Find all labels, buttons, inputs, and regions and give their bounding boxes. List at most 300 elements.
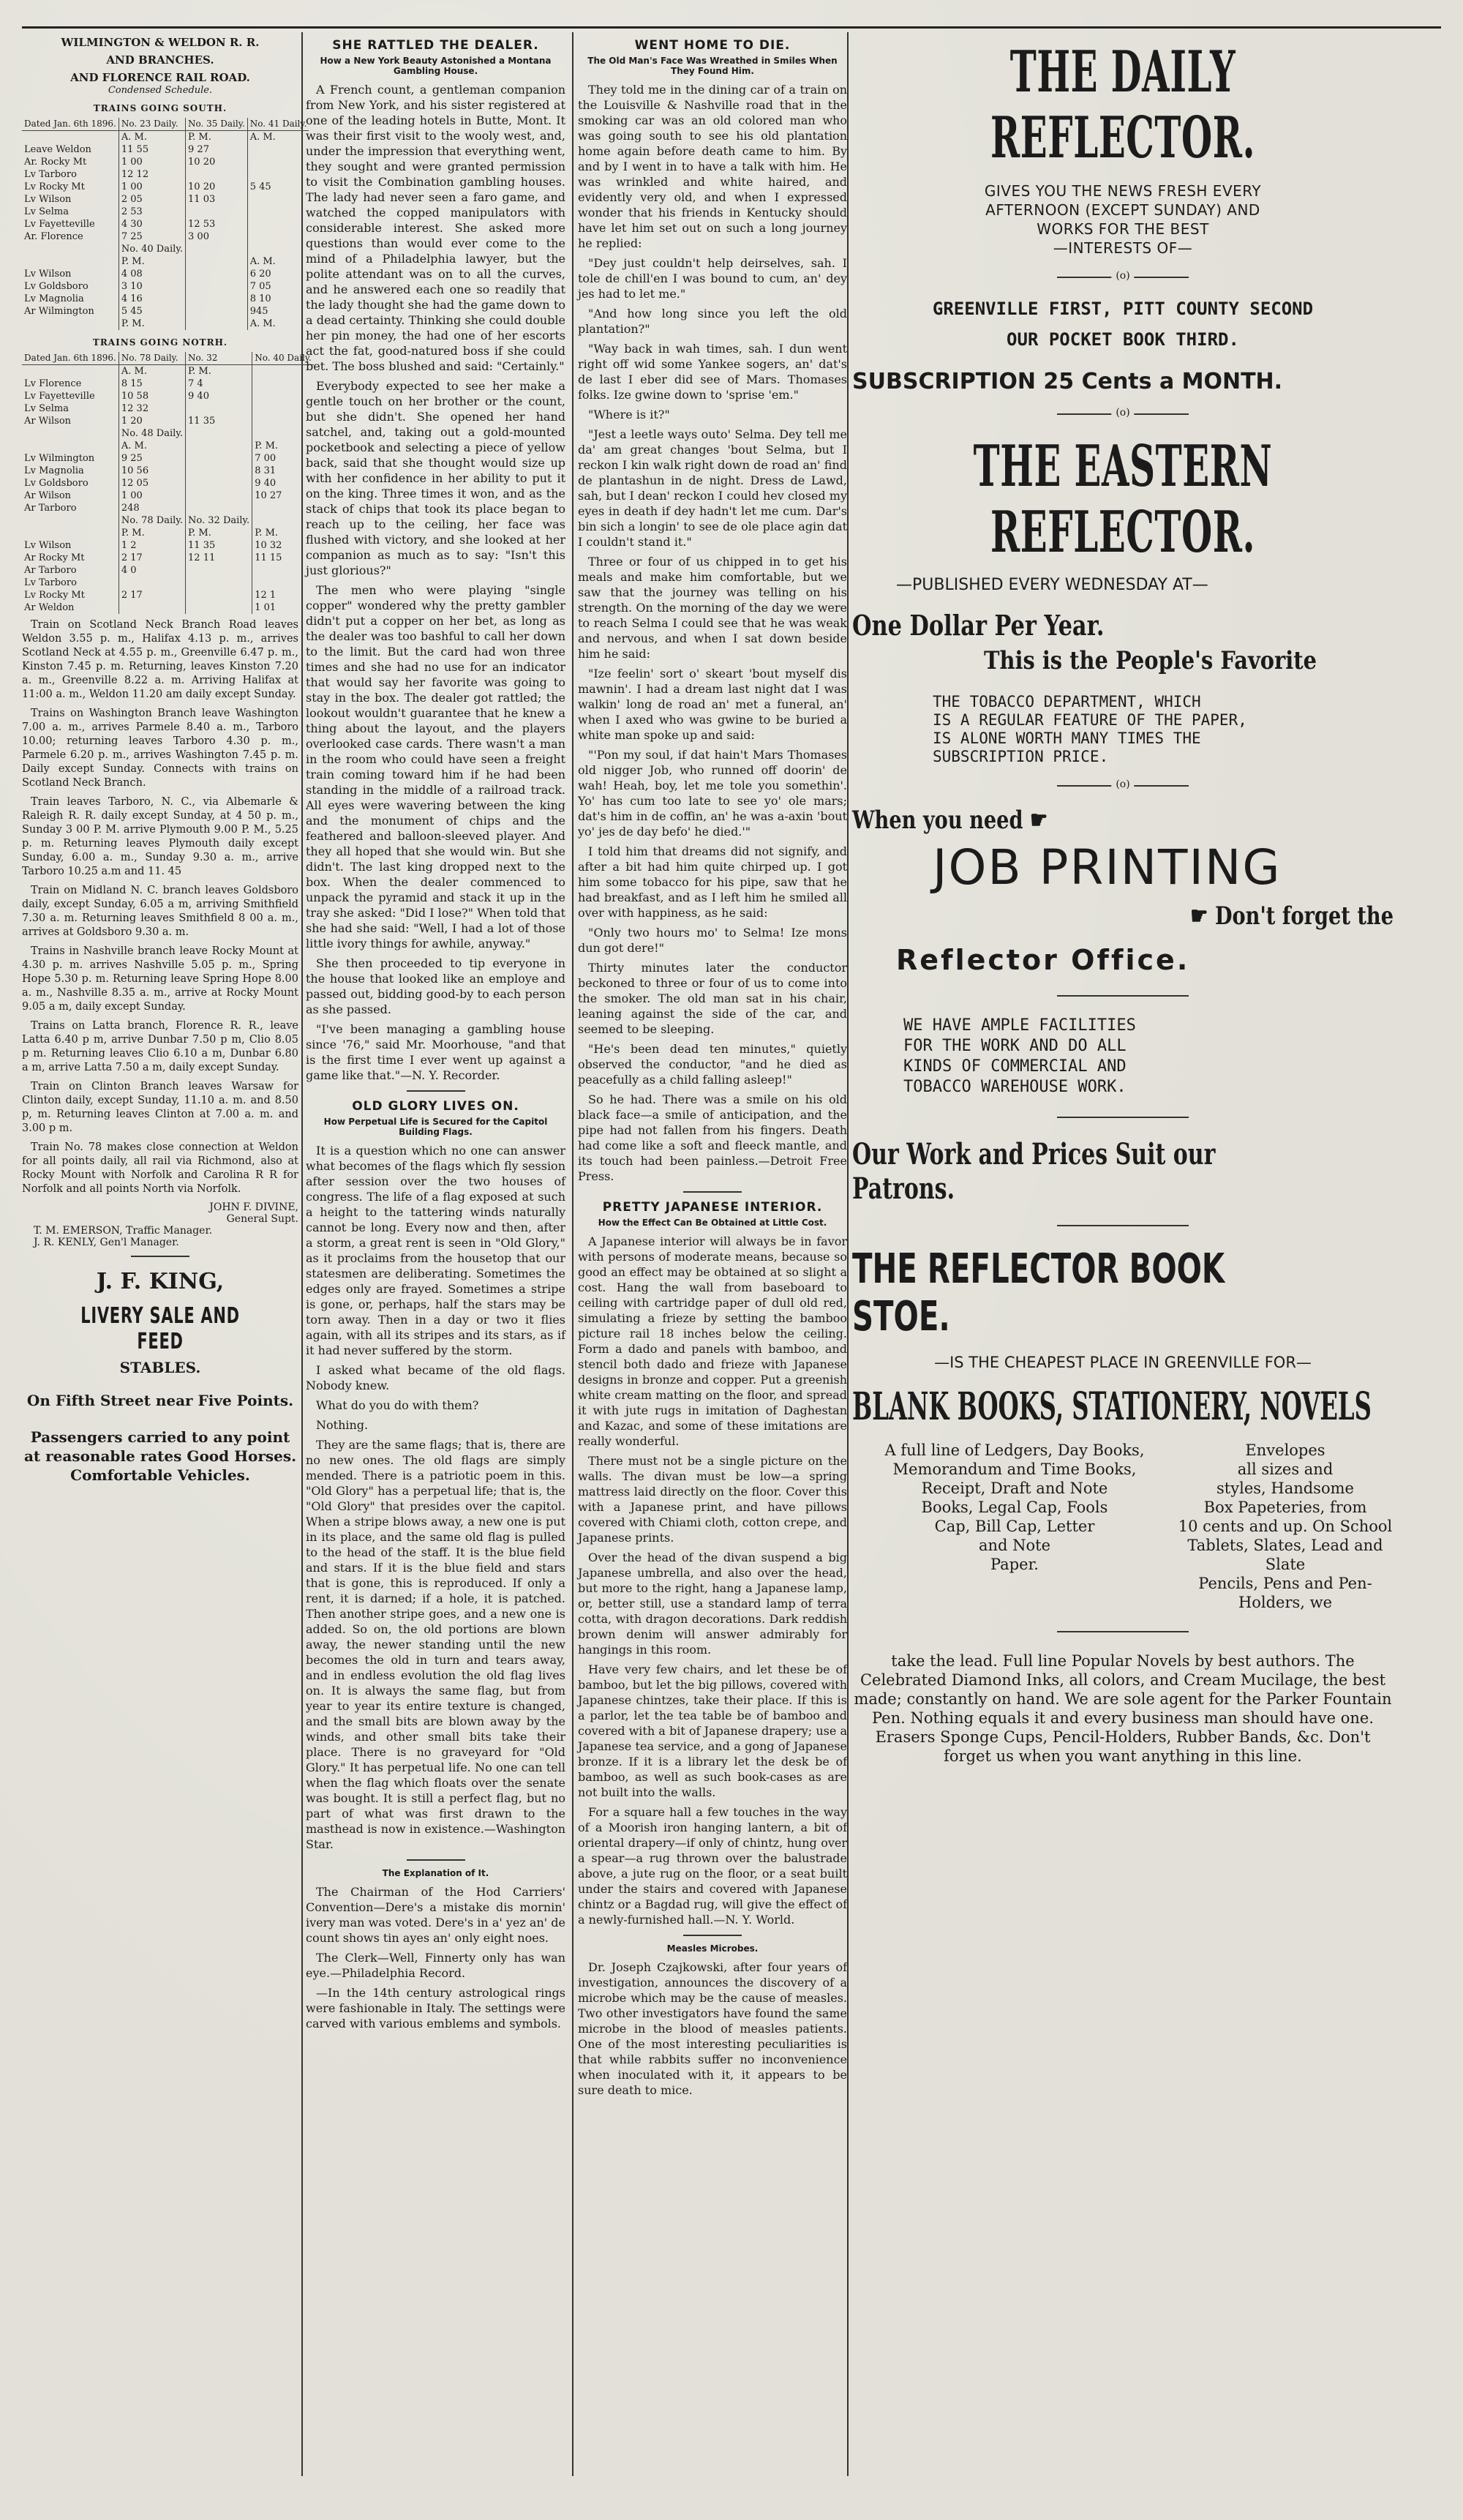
peoples-favorite: This is the People's Favorite (984, 646, 1317, 675)
article-paragraph: "Only two hours mo' to Selma! Ize mons dun got dere!" (578, 926, 847, 955)
timetable-cell: 1 20 (119, 415, 185, 427)
timetable-cell: 9 40 (255, 478, 277, 489)
timetable-cell (252, 378, 314, 390)
article-paragraph: They are the same flags; that is, there are no new ones. The old flags are simply mended. There is a patriotic poem in this. "Old Glory" has a perpetual life; that is, the "Old Glory" that presides over the capitol. When a stripe blows away, a new one is put in its place, and the same old flag is pulled to the head of the staff. It is the blue field and stars. If it is the blue field and stars that is gone, this is reproduced. If only a rent, it is darned; if a hole, it is patched. Then another stripe goes, and a new one is added. So on, the old portions are blown away, the newer standing until the new becomes the old in turn and tears away, and in endless evolution the old flag lives on. It is always the same flag, but from year to year its entire texture is changed, and the small bits are blown away by the winds, and other small bits take their place. There is no graveyard for "Old Glory." It has perpetual life. No one can tell when the flag which floats over the senate was bought. It is still a perfect flag, but no part of what was first drawn to the masthead is now in existence.—Washington Star. (306, 1438, 565, 1851)
timetable-cell (252, 390, 314, 402)
timetable-cell: P. M. (186, 131, 248, 144)
timetable-cell (186, 243, 248, 255)
timetable-cell: 1 00 (119, 490, 185, 502)
article-paragraph: Thirty minutes later the conductor beckoned to three or four of us to come into the smoker. The old man sat in his chair, leaning against the side of the car, and seemed to be sleeping. (578, 961, 847, 1036)
measles-article: Dr. Joseph Czajkowski, after four years of investigation, announces the discovery of a microbe which may be the cause of measles. Two other investigators have found the same microbe in the blood of measles patients. One of the most interesting peculiarities is that while rabbits suffer no inconvenience when inoculated with it, it appears to be sure death to mice. (578, 1960, 847, 2097)
timetable-cell: 12 1 (255, 590, 277, 601)
article-paragraph: There must not be a single picture on the walls. The divan must be low—a spring mattress laid directly on the floor. Cover this with a Japanese print, and have pillows covered with Chiami cloth, cotton crepe, and Japanese prints. (578, 1454, 847, 1545)
measles-heading: Measles Microbes. (666, 1943, 759, 1954)
timetable-header-cell: No. 32 (186, 352, 252, 365)
timetable-header-cell: No. 23 Daily. (119, 118, 185, 131)
article-paragraph: She then proceeded to tip everyone in the house that looked like an employe and passed out, bidding good-by to each person as she passed. (306, 956, 565, 1016)
masthead-eastern: THE EASTERN REFLECTOR. (973, 433, 1273, 566)
timetable-cell: 2 53 (119, 206, 185, 218)
ad-line: WE HAVE AMPLE FACILITIES (903, 1016, 1136, 1035)
timetable-cell: P. M. (255, 528, 279, 539)
railroad-paragraph: Train on Midland N. C. branch leaves Goldsboro daily, except Sunday, 6.05 a m, arriving Smithfield 7.30 a. m. Returning leaves Smithfield 8 00 a. m., arrives at Goldsboro 9.30 a. m. (22, 885, 298, 938)
timetable-cell: 11 55 (119, 143, 185, 156)
railroad-paragraph: Train No. 78 makes close connection at Weldon for all points daily, all rail via Richmond, also at Rocky Mount with Norfolk and Carolina R R for Norfolk and all points North via Norfolk. (22, 1141, 298, 1195)
timetable-cell (186, 452, 252, 465)
timetable-cell (252, 564, 314, 577)
pointing-hand-icon: ☛ (1029, 806, 1048, 835)
ad-line: —INTERESTS OF— (1053, 239, 1193, 257)
article-paragraph: So he had. There was a smile on his old black face—a smile of anticipation, and the pipe had not fallen from his fingers. Death had come like a soft and fleeck mantle, and its touch had been painless.—Detroit Free Press. (578, 1092, 847, 1183)
timetable-cell: 1 01 (255, 602, 277, 613)
timetable-row (22, 539, 314, 552)
timetable-cell: 11 35 (186, 539, 252, 552)
ornament-divider (1057, 1225, 1189, 1226)
timetable-row (22, 390, 314, 402)
timetable-header-cell: No. 40 Daily. (252, 352, 314, 365)
timetable-cell: Lv Wilson (22, 268, 119, 280)
timetable-row (22, 477, 314, 490)
timetable-cell: 8 10 (249, 293, 271, 304)
published-weekly: —PUBLISHED EVERY WEDNESDAY AT— (896, 576, 1208, 594)
timetable-cell (186, 402, 252, 415)
timetable-cell: Lv Rocky Mt (22, 181, 119, 193)
railroad-paragraph: Trains on Latta branch, Florence R. R., leave Latta 6.40 p m, arrive Dunbar 7.50 p m, Clio 8.05 p m. Returning leaves Clio 6.10 a m, Dunbar 6.80 a m, arrive Latta 7.50 a m, daily except Sunday. (22, 1020, 298, 1073)
article-paragraph: "And how long since you left the old plantation?" (578, 307, 847, 336)
timetable-cell (247, 193, 309, 206)
greenville-line-1: GREENVILLE FIRST, PITT COUNTY SECOND (932, 299, 1314, 319)
ad-line: KINDS OF COMMERCIAL AND (903, 1057, 1127, 1076)
timetable-cell: Lv Tarboro (22, 577, 119, 589)
king-livery: LIVERY SALE AND FEED (80, 1303, 240, 1354)
timetable-cell (186, 206, 248, 218)
timetable-cell (186, 427, 252, 440)
timetable-cell (186, 268, 248, 280)
timetable-header-cell: No. 35 Daily. (186, 118, 248, 131)
timetable-cell: 5 45 (119, 305, 185, 318)
die-subheading: The Old Man's Face Was Wreathed in Smiles When They Found Him. (587, 56, 838, 76)
cheapest-place: —IS THE CHEAPEST PLACE IN GREENVILLE FOR— (934, 1354, 1312, 1371)
timetable-cell: Lv Goldsboro (22, 280, 119, 293)
timetable-cell: 12 11 (186, 552, 252, 564)
ad-line: GIVES YOU THE NEWS FRESH EVERY (984, 182, 1262, 200)
book-store-heading: THE REFLECTOR BOOK STOE. (852, 1245, 1225, 1340)
glory-subheading: How Perpetual Life is Secured for the Capitol Building Flags. (323, 1117, 548, 1137)
north-timetable (22, 352, 314, 614)
article-paragraph: Have very few chairs, and let these be of bamboo, but let the big pillows, covered with Japanese chintzes, take their place. If this is a parlor, let the tea table be of bamboo and covered with a bit of Japanese drapery; use a Japanese tea service, and a gong of Japanese bronze. If it is a library let the desk be of bamboo, as well as such book-cases as are not built into the walls. (578, 1662, 847, 1799)
article-paragraph: A Japanese interior will always be in favor with persons of moderate means, because so good an effect may be obtained at so slight a cost. Hang the wall from baseboard to ceiling with cartridge paper of dull old red, simulating a frieze by setting the bamboo picture rail 18 inches below the ceiling. Form a dado and panels with bamboo, and stencil both dado and frieze with Japanese designs in bronze and copper. Put a greenish white cream matting on the floor, and spread it with jute rugs in imitation of Daghestan and Kazac, and some of these imitations are really wonderful. (578, 1234, 847, 1448)
timetable-row (22, 280, 309, 293)
timetable-row (22, 601, 314, 614)
column-railroad (22, 32, 312, 2476)
timetable-row (22, 465, 314, 477)
top-rule (22, 26, 1441, 29)
timetable-cell: Leave Weldon (22, 143, 119, 156)
column-rule (847, 32, 849, 2476)
ornament-divider (1057, 1117, 1189, 1118)
article-paragraph: Three or four of us chipped in to get his meals and make him comfortable, but we saw that the journey was telling on his strength. On the morning of the day we were to reach Selma I could see that he was weak and nervous, and when I sat down beside him he said: (578, 555, 847, 661)
article-paragraph: Over the head of the divan suspend a big Japanese umbrella, and also over the head, but more to the right, hang a Japanese lamp, or, better still, use a standard lamp of terra cotta, with dragon decorations. Dark reddish brown denim will answer admirably for hangings in this room. (578, 1550, 847, 1657)
timetable-cell: No. 32 Daily. (186, 514, 252, 527)
timetable-cell: 12 12 (119, 168, 185, 181)
timetable-cell (252, 427, 314, 440)
timetable-header-cell: No. 78 Daily. (119, 352, 185, 365)
die-heading: WENT HOME TO DIE. (634, 38, 791, 53)
railroad-title-2: AND BRANCHES. (106, 53, 214, 67)
timetable-cell (252, 402, 314, 415)
timetable-cell: A. M. (119, 131, 185, 144)
timetable-cell: Ar Weldon (22, 601, 119, 614)
stationery-line: Pencils, Pens and Pen-Holders, we (1198, 1575, 1372, 1611)
job-printing: JOB PRINTING (933, 839, 1282, 896)
reflector-office: Reflector Office. (896, 944, 1190, 976)
article-paragraph: —In the 14th century astrological rings were fashionable in Italy. The settings were carved with various emblems and symbols. (306, 1986, 565, 2030)
timetable-cell: Ar Tarboro (22, 502, 119, 514)
king-location: On Fifth Street near Five Points. (26, 1392, 294, 1409)
timetable-row (22, 427, 314, 440)
timetable-cell: Ar Rocky Mt (22, 552, 119, 564)
timetable-cell (22, 440, 119, 452)
timetable-cell: 12 53 (186, 218, 248, 230)
timetable-row (22, 514, 314, 527)
timetable-row (22, 577, 314, 589)
timetable-cell (252, 415, 314, 427)
timetable-cell (186, 589, 252, 601)
timetable-cell (22, 427, 119, 440)
stationery-line: Memorandum and Time Books, (892, 1460, 1137, 1478)
timetable-row (22, 230, 309, 243)
ornament-divider: (o) (1057, 785, 1189, 787)
blank-books: BLANK BOOKS, STATIONERY, NOVELS (852, 1384, 1372, 1429)
timetable-row (22, 502, 314, 514)
timetable-cell: 7 4 (186, 378, 252, 390)
timetable-cell: Ar Tarboro (22, 564, 119, 577)
timetable-cell (186, 490, 252, 502)
stationery-line: Books, Legal Cap, Fools (921, 1499, 1108, 1516)
timetable-cell: 10 27 (255, 490, 282, 501)
timetable-cell: P. M. (255, 440, 279, 451)
column-stories-a (306, 32, 565, 2476)
timetable-cell: P. M. (119, 255, 185, 268)
ad-line: SUBSCRIPTION PRICE. (933, 748, 1109, 765)
glory-article (306, 1143, 565, 1852)
japan-article (578, 1234, 847, 1927)
ornament-divider (1057, 1631, 1189, 1632)
timetable-cell: Lv Fayetteville (22, 218, 119, 230)
timetable-cell: No. 40 Daily. (119, 243, 185, 255)
timetable-row (22, 156, 309, 168)
timetable-cell: No. 48 Daily. (119, 427, 185, 440)
stationery-line: all sizes and (1237, 1460, 1334, 1478)
die-article (578, 82, 847, 1184)
timetable-cell: 1 00 (119, 181, 185, 193)
timetable-header-cell: Dated Jan. 6th 1896. (22, 118, 119, 131)
stationery-line: Cap, Bill Cap, Letter (934, 1518, 1095, 1535)
article-paragraph: "Way back in wah times, sah. I dun went right off wid some Yankee sogers, an' dat's de last I eber did see of Mars. Thomases folks. Ize gwine down to 'sprise 'em." (578, 342, 847, 402)
timetable-cell: 9 27 (186, 143, 248, 156)
timetable-cell (22, 131, 119, 144)
article-paragraph: The men who were playing "single copper" wondered why the pretty gambler didn't put a copper on her bet, as long as the dealer was too bashful to call her down to the limit. But the card had won three times and she had no use for an indicator that would say her favorite was going to stay in the box. The dealer got rattled; the lookout wouldn't guarantee that he knew a thing about the layout, and the players overlooked case cards. There wasn't a man in the room who could have seen a freight train coming toward him if he had been standing in the middle of a railroad track. All eyes were wavering between the king and the monument of chips and the feathered and balloon-sleeved player. And they all hoped that she would win. But she didn't. The last king dropped next to the box. When the dealer commenced to unpack the pyramid and stack it up in the tray she asked: "Did I lose?" When told that she had she said: "Well, I had a lot of those little ivory things for awhile, anyway." (306, 583, 565, 950)
timetable-row (22, 365, 314, 378)
stationery-line: styles, Handsome (1216, 1480, 1354, 1497)
column-rule (572, 32, 573, 2476)
timetable-cell: Lv Selma (22, 402, 119, 415)
timetable-cell: P. M. (119, 527, 185, 539)
ad-line: FOR THE WORK AND DO ALL (903, 1037, 1127, 1055)
our-work: Our Work and Prices Suit our Patrons. (852, 1137, 1216, 1206)
timetable-cell: Lv Goldsboro (22, 477, 119, 490)
article-paragraph: Everybody expected to see her make a gentle touch on her brother or the count, but she didn't. She opened her hand satchel, and, taking out a gold-mounted pocketbook and selecting a piece of yellow back, said that she thought would size up with her confidence in her ability to put it on the king. Three times it won, and as the stack of chips that took its place began to reach up to the ceiling, her face was flushed with victory, and she looked at her companion as much as to say: "Isn't this just glorious?" (306, 379, 565, 577)
timetable-cell: 4 0 (119, 564, 185, 577)
railroad-title: WILMINGTON & WELDON R. R. (61, 36, 260, 49)
timetable-header-cell: Dated Jan. 6th 1896. (22, 352, 119, 365)
ad-line: WORKS FOR THE BEST (1037, 220, 1209, 238)
timetable-cell: 3 00 (186, 230, 248, 243)
ad-line: AFTERNOON (EXCEPT SUNDAY) AND (985, 201, 1260, 219)
timetable-cell: Lv Florence (22, 378, 119, 390)
glory-heading: OLD GLORY LIVES ON. (352, 1099, 519, 1114)
timetable-row (22, 552, 314, 564)
timetable-cell (247, 230, 309, 243)
railroad-paragraph: Trains in Nashville branch leave Rocky Mount at 4.30 p. m. arrives Nashville 5.05 p. m., Spring Hope 5.30 p. m. Returning leave Spring Hope 8.00 a. m., Nashville 8.35 a. m., arrive at Rocky Mount 9.05 a m, daily except Sunday. (22, 945, 298, 1013)
separator (407, 1859, 465, 1861)
dealer-heading: SHE RATTLED THE DEALER. (332, 38, 539, 53)
timetable-cell (252, 365, 314, 378)
separator (683, 1191, 742, 1193)
column-stories-b (578, 32, 847, 2476)
timetable-cell (186, 465, 252, 477)
stationery-line: Paper. (990, 1556, 1039, 1573)
separator (683, 1935, 742, 1936)
separator (131, 1256, 189, 1257)
article-paragraph: It is a question which no one can answer what becomes of the flags which fly session after session over the two houses of congress. The life of a flag exposed at such a height to the tattering winds naturally cannot be long. Every now and then, after a storm, a great rent is seen in "Old Glory," as it proclaims from the housetop that our statesmen are deliberating. Sometimes the edges only are frayed. Sometimes a stripe is gone, or, perhaps, half the stars may be torn away. Then in a day or two it flies again, with all its stripes and its stars, as if it had never suffered by the storm. (306, 1144, 565, 1357)
timetable-row (22, 218, 309, 230)
timetable-cell: 12 05 (119, 477, 185, 490)
timetable-cell: P. M. (119, 318, 185, 330)
timetable-cell: 4 08 (119, 268, 185, 280)
column-reflector-ads (852, 32, 1394, 2476)
ornament-divider: (o) (1057, 277, 1189, 278)
masthead-daily: THE DAILY REFLECTOR. (990, 39, 1256, 171)
timetable-cell: 8 31 (255, 465, 277, 476)
south-heading: TRAINS GOING SOUTH. (93, 103, 227, 113)
article-paragraph: I told him that dreams did not signify, and after a bit had him quite chirped up. I got him some tobacco for his pipe, saw that he had breakfast, and as I left him he smiled all over with happiness, as he said: (578, 844, 847, 920)
japan-subheading: How the Effect Can Be Obtained at Little Cost. (598, 1218, 827, 1228)
timetable-row (22, 168, 309, 181)
timetable-cell: Lv Magnolia (22, 293, 119, 305)
timetable-cell: 10 56 (119, 465, 185, 477)
timetable-cell (252, 577, 314, 589)
article-paragraph: The Clerk—Well, Finnerty only has wan eye.—Philadelphia Record. (306, 1951, 565, 1980)
timetable-header (22, 352, 314, 365)
timetable-row (22, 243, 309, 255)
tobacco-department (852, 693, 1394, 766)
dont-forget: ☛ Don't forget the (1190, 901, 1394, 931)
timetable-cell: Lv Tarboro (22, 168, 119, 181)
timetable-row (22, 440, 314, 452)
separator (407, 1090, 465, 1092)
timetable-cell: 10 20 (186, 156, 248, 168)
article-paragraph: What do you do with them? (316, 1398, 479, 1412)
dollar-per-year: One Dollar Per Year. (852, 609, 1105, 642)
timetable-cell (22, 514, 119, 527)
ad-line: THE TOBACCO DEPARTMENT, WHICH (933, 693, 1201, 710)
timetable-cell: Ar Wilson (22, 490, 119, 502)
timetable-cell: 7 00 (255, 453, 277, 464)
timetable-row (22, 255, 309, 268)
timetable-cell (22, 243, 119, 255)
japan-heading: PRETTY JAPANESE INTERIOR. (602, 1200, 823, 1215)
timetable-cell (186, 255, 248, 268)
timetable-cell: Ar. Rocky Mt (22, 156, 119, 168)
dealer-subheading: How a New York Beauty Astonished a Montana Gambling House. (320, 56, 552, 76)
timetable-row (22, 181, 309, 193)
timetable-cell: 7 25 (119, 230, 185, 243)
timetable-cell: 248 (119, 502, 185, 514)
timetable-cell: 12 32 (119, 402, 185, 415)
signature-kenly: J. R. KENLY, Gen'l Manager. (34, 1237, 179, 1248)
timetable-cell: A. M. (249, 318, 276, 329)
article-paragraph: Nothing. (316, 1418, 369, 1432)
closing-text: take the lead. Full line Popular Novels by best authors. The Celebrated Diamond Inks, all colors, and Cream Mucilage, the best made; constantly on hand. We are sole agent for the Parker Fountain Pen. Nothing equals it and every business man should have one. Erasers Sponge Cups, Pencil-Holders, Rubber Bands, &c. Don't forget us when you want anything in this line. (854, 1652, 1392, 1765)
timetable-cell: 945 (249, 306, 268, 317)
article-paragraph: "Jest a leetle ways outo' Selma. Dey tell me da' am great changes 'bout Selma, but I reckon I kin walk right down de road an' find de plantashun in de night. Dress de Lawd, sah, but I dean' reckon I could hev closed my eyes in death if dey hadn't let me cum. Dar's bin sich a longin' to see de ole place agin dat I couldn't stand it." (578, 427, 847, 549)
north-heading: TRAINS GOING NOTRH. (92, 337, 228, 348)
timetable-row (22, 131, 309, 144)
timetable-cell: 6 20 (249, 269, 271, 280)
facilities-text (852, 1016, 1394, 1098)
timetable-cell: 9 25 (119, 452, 185, 465)
timetable-header-cell: No. 41 Daily. (247, 118, 309, 131)
timetable-cell: 2 17 (119, 589, 185, 601)
timetable-cell: 9 40 (186, 390, 252, 402)
timetable-cell (22, 318, 119, 330)
timetable-cell: A. M. (249, 132, 276, 143)
article-paragraph: A French count, a gentleman companion from New York, and his sister registered at one of the leading hotels in Butte, Mont. It was their first visit to the wooly west, and, under the impression that everything went, they sought and were granted permission to visit the Combination gambling houses. The lady had never seen a faro game, and watched the copped manipulators with considerable interest. She asked more questions than would ever come to the mind of a Philadelphia lawyer, but the polite attendant was on to all the curves, and he answered each one so readily that the lady thought she had the game down to a dead certainty. Thinking she could double her pin money, the had one of her escorts act the fat, good-natured boss if she could bet. The boss blushed and said: "Certainly." (306, 83, 565, 373)
timetable-cell (186, 601, 252, 614)
timetable-cell (186, 502, 252, 514)
stationery-list (852, 1441, 1394, 1612)
timetable-cell (247, 168, 309, 181)
timetable-row (22, 293, 309, 305)
stationery-line: Box Papeteries, from (1203, 1499, 1367, 1516)
timetable-cell (186, 564, 252, 577)
subscription-price: SUBSCRIPTION 25 Cents a MONTH. (852, 369, 1283, 394)
ornament-divider: (o) (1057, 413, 1189, 415)
railroad-paragraph: Train on Scotland Neck Branch Road leaves Weldon 3.55 p. m., Halifax 4.13 p. m., arrives Scotland Neck at 4.55 p. m., Greenville 6.47 p. m., Kinston 7.45 p. m. Returning, leaves Kinston 7.20 a. m., Greenville 8.22 a. m. Arriving Halifax at 11:00 a. m., Weldon 11.20 am daily except Sunday. (22, 619, 298, 700)
king-tagline: Passengers carried to any point at reasonable rates Good Horses. Comfortable Vehicles. (23, 1428, 297, 1484)
timetable-cell: 11 35 (186, 415, 252, 427)
daily-description (852, 181, 1394, 258)
timetable-cell (247, 243, 309, 255)
timetable-cell: 1 00 (119, 156, 185, 168)
timetable-cell: Lv Wilmington (22, 452, 119, 465)
stationery-line: Receipt, Draft and Note (921, 1480, 1108, 1497)
timetable-cell: 2 17 (119, 552, 185, 564)
ornament-divider (1057, 995, 1189, 997)
timetable-cell: 11 15 (255, 552, 282, 563)
stationery-line: and Note (978, 1537, 1051, 1554)
timetable-cell: 4 16 (119, 293, 185, 305)
timetable-cell (119, 601, 185, 614)
stationery-right (1177, 1441, 1394, 1612)
article-paragraph: "'Pon my soul, if dat hain't Mars Thomases old nigger Job, who runned off doorin' de wah! Heah, boy, let me tole you somethin'. Yo' has cum too late to see yo' ole mars; dat's him in de coffin, an' he was a-axin 'bout yo' jes de day befo' he died.'" (578, 748, 847, 839)
article-paragraph: They told me in the dining car of a train on the Louisville & Nashville road that in the smoking car was an old colored man who was going south to see his old plantation home again before death came to him. By and by I went in to have a talk with him. He was wrinkled and white haired, and evidently very old, and when I expressed wonder that his friends in Kentucky should have let him set out on such a long journey he replied: (578, 83, 847, 250)
king-stables: STABLES. (119, 1359, 201, 1376)
timetable-cell: 11 03 (186, 193, 248, 206)
railroad-paragraph: Train leaves Tarboro, N. C., via Albemarle & Raleigh R. R. daily except Sunday, at 4 50 p. m., Sunday 3 00 P. M. arrive Plymouth 9.00 P. M., 5.25 p. m. Returning leaves Plymouth daily except Sunday, 6.00 a. m., Sunday 9.30 a. m., arrive Tarboro 10.25 a.m and 11. 45 (22, 796, 298, 877)
ad-line: IS ALONE WORTH MANY TIMES THE (933, 730, 1201, 747)
timetable-cell: 1 2 (119, 539, 185, 552)
stationery-line: 10 cents and up. On School (1178, 1518, 1393, 1535)
timetable-cell (186, 577, 252, 589)
timetable-row (22, 415, 314, 427)
when-you-need: When you need ☛ (852, 806, 1048, 835)
timetable-cell (186, 293, 248, 305)
timetable-row (22, 318, 309, 330)
timetable-cell (247, 156, 309, 168)
timetable-row (22, 143, 309, 156)
king-name: J. F. KING, (96, 1269, 225, 1294)
timetable-cell: A. M. (249, 256, 276, 267)
article-paragraph: "He's been dead ten minutes," quietly observed the conductor, "and he died as peacefully as a child falling asleep!" (578, 1042, 847, 1087)
dealer-article (306, 82, 565, 1083)
timetable-cell: 10 32 (255, 540, 282, 551)
timetable-header (22, 118, 309, 131)
timetable-cell (247, 218, 309, 230)
timetable-cell (186, 280, 248, 293)
ad-line: IS A REGULAR FEATURE OF THE PAPER, (933, 711, 1247, 729)
timetable-cell: Lv Wilson (22, 193, 119, 206)
timetable-cell: P. M. (186, 365, 252, 378)
timetable-cell: Lv Magnolia (22, 465, 119, 477)
timetable-cell: Lv Rocky Mt (22, 589, 119, 601)
timetable-row (22, 490, 314, 502)
timetable-cell (22, 365, 119, 378)
timetable-row (22, 206, 309, 218)
railroad-title-3: AND FLORENCE RAIL ROAD. (70, 71, 250, 84)
timetable-row (22, 402, 314, 415)
ad-line: TOBACCO WAREHOUSE WORK. (903, 1078, 1127, 1096)
timetable-cell: No. 78 Daily. (119, 514, 185, 527)
timetable-cell (247, 143, 309, 156)
timetable-cell: 4 30 (119, 218, 185, 230)
timetable-cell: 5 45 (249, 181, 271, 192)
article-paragraph: "Where is it?" (588, 408, 670, 421)
signature-divine: JOHN F. DIVINE, (209, 1201, 298, 1213)
article-paragraph: I asked what became of the old flags. Nobody knew. (306, 1363, 565, 1392)
timetable-row (22, 564, 314, 577)
timetable-cell: 7 05 (249, 281, 271, 292)
timetable-cell: Ar. Florence (22, 230, 119, 243)
timetable-cell: 10 58 (119, 390, 185, 402)
article-paragraph: The Chairman of the Hod Carriers' Convention—Dere's a mistake dis mornin' ivery man was voted. Dere's in a' yez an' de count shows tin ayes an' only eight noes. (306, 1885, 565, 1945)
railroad-notes (22, 618, 298, 1196)
timetable-cell (119, 577, 185, 589)
timetable-cell: 2 05 (119, 193, 185, 206)
timetable-cell: 8 15 (119, 378, 185, 390)
timetable-cell (186, 318, 248, 330)
timetable-cell (186, 168, 248, 181)
explanation-article (306, 1884, 565, 2031)
article-paragraph: "Dey just couldn't help deirselves, sah. I tole de chill'en I was bound to cum, an' dey jes had to let me." (578, 256, 847, 301)
timetable-cell (186, 305, 248, 318)
timetable-cell: Lv Wilson (22, 539, 119, 552)
timetable-cell (22, 255, 119, 268)
timetable-row (22, 305, 309, 318)
timetable-cell (252, 502, 314, 514)
timetable-cell (247, 206, 309, 218)
timetable-row (22, 452, 314, 465)
